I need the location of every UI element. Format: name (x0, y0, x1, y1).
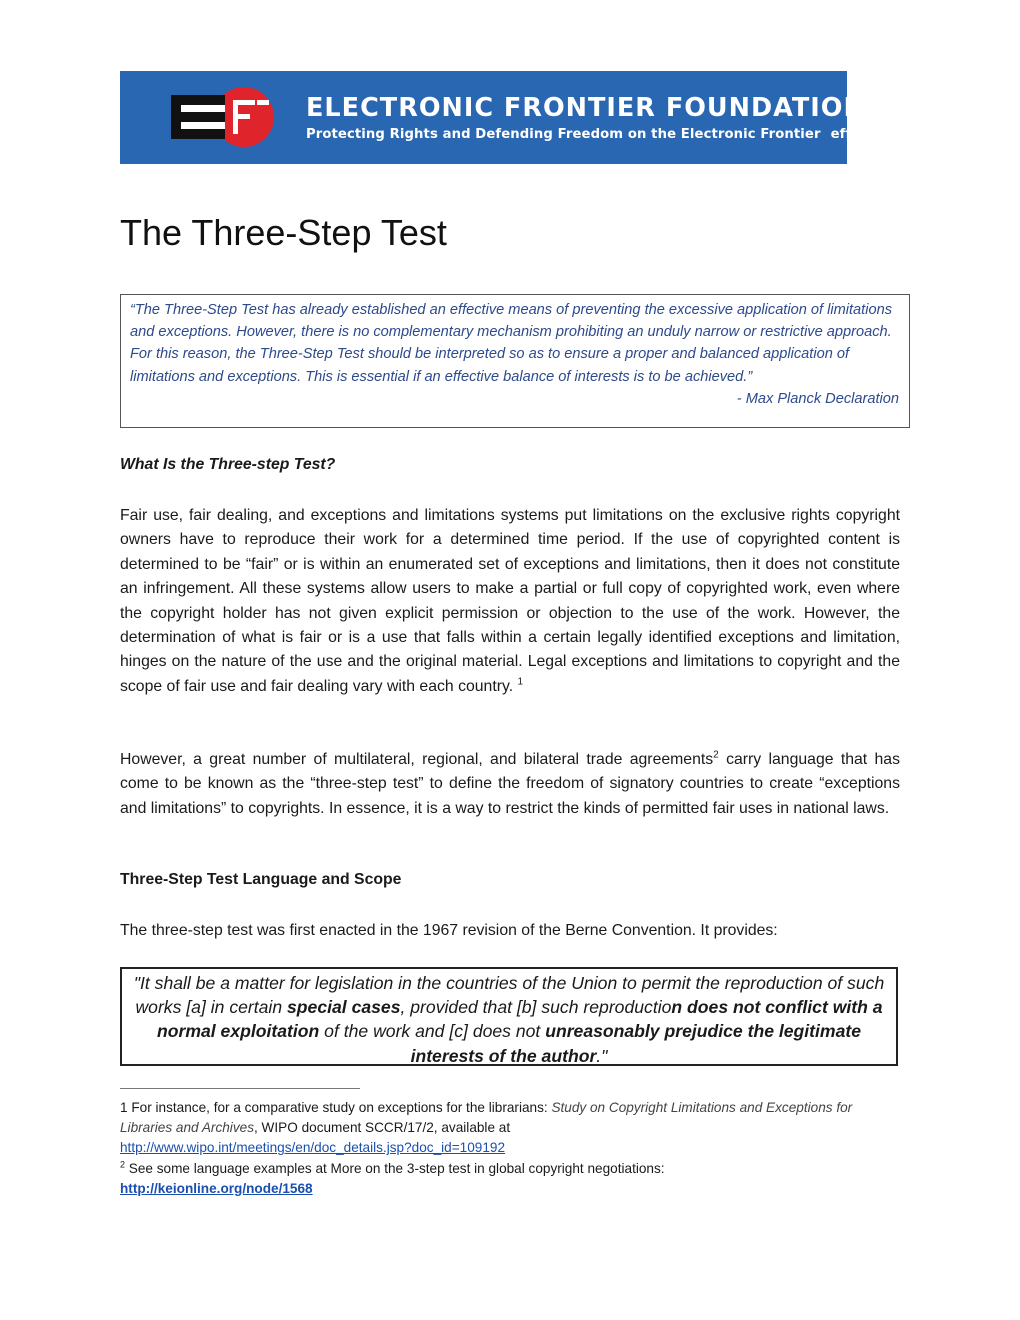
paragraph-berne-intro: The three-step test was first enacted in the 1967 revision of the Berne Convention. It provides: (120, 922, 778, 939)
footnote-1-text-a: For instance, for a comparative study on exceptions for the librarians: (127, 1100, 552, 1115)
footnote-divider (120, 1088, 360, 1089)
paragraph-trade-agreements (120, 748, 900, 821)
berne-quote-box (120, 967, 898, 1066)
org-name: ELECTRONIC FRONTIER FOUNDATION (306, 93, 866, 123)
page-title: The Three-Step Test (120, 212, 447, 253)
footnote-1 (120, 1098, 902, 1159)
section-heading-what-is: What Is the Three-step Test? (120, 456, 336, 473)
paragraph-trade-b: carry language that has come to be known as the “three-step test” to define the freedom of signatory countries to create “exceptions and limitations” to copyrights. In essence, it is a way to restrict the kinds of permitted fair uses in national laws. (120, 751, 900, 817)
footnote-2-text: See some language examples at More on the 3-step test in global copyright negotiations: (125, 1160, 665, 1176)
footnote-2 (120, 1159, 902, 1199)
org-domain[interactable]: eff.org (830, 127, 881, 142)
berne-text-1: "It shall be a matter for legislation in the countries of the Union to permit the reproduction of such works [a] in certain (133, 973, 885, 1018)
footnote-2-link[interactable]: http://keionline.org/node/1568 (120, 1180, 313, 1196)
paragraph-trade-a: However, a great number of multilateral, regional, and bilateral trade agreements (120, 751, 714, 768)
tagline-text: Protecting Rights and Defending Freedom on the Electronic Frontier (306, 127, 821, 142)
footnotes (120, 1098, 902, 1199)
footnote-ref-1[interactable]: 1 (517, 676, 524, 688)
berne-text-4: ." (596, 1045, 608, 1066)
footnote-2-number: 2 (120, 1159, 126, 1170)
footnote-ref-2[interactable]: 2 (713, 749, 719, 761)
berne-bold-special-cases: special cases (287, 997, 401, 1018)
quote-box (120, 294, 910, 428)
footnote-1-link[interactable]: http://www.wipo.int/meetings/en/doc_details.jsp?doc_id=109192 (120, 1140, 506, 1156)
footnote-1-text-b: , WIPO document SCCR/17/2, available at (254, 1120, 511, 1136)
paragraph-fair-use (120, 504, 900, 699)
paragraph-fair-use-text: Fair use, fair dealing, and exceptions and limitations systems put limitations on the exclusive rights copyright owners have to reproduce their work for a determined time period. If the use of copyrighted content is determined to be “fair” or is within an enumerated set of exceptions and limitations, then it does not constitute an infringement. All these systems allow users to make a partial or full copy of copyrighted work, even where the copyright holder has not given explicit permission or objection to the use of the work. However, the determination of what is fair or is a use that falls within a certain legally identified exceptions and limitation, hinges on the nature of the use and the original material. Legal exceptions and limitations to copyright and the scope of fair use and fair dealing vary with each country. (120, 507, 900, 695)
berne-text-3: of the work and [c] does not (319, 1021, 546, 1042)
eff-banner (120, 71, 881, 164)
section-heading-language-scope: Three-Step Test Language and Scope (120, 871, 402, 888)
org-tagline (306, 127, 881, 142)
quote-text: “The Three-Step Test has already established an effective means of preventing the excessive application of limitations and exceptions. However, there is no complementary mechanism prohibiting an unduly narrow or restrictive approach. For this reason, the Three-Step Test should be interpreted so as to ensure a proper and balanced application of limitations and exceptions. This is essential if an effective balance of interests is to be achieved.” (130, 302, 892, 385)
footnote-1-number: 1 (120, 1100, 128, 1115)
quote-attribution: - Max Planck Declaration (736, 390, 899, 407)
berne-text-2: , provided that [b] such reproductio (400, 997, 672, 1018)
berne-bold-no-conflict: n does not conflict with a normal exploitation (157, 997, 883, 1042)
footnote-1-study-title: Study on Copyright Limitations and Exceptions for Libraries and Archives (120, 1100, 853, 1136)
berne-bold-prejudice: unreasonably prejudice the legitimate interests of the author (410, 1021, 861, 1066)
eff-logo-icon (167, 86, 275, 148)
